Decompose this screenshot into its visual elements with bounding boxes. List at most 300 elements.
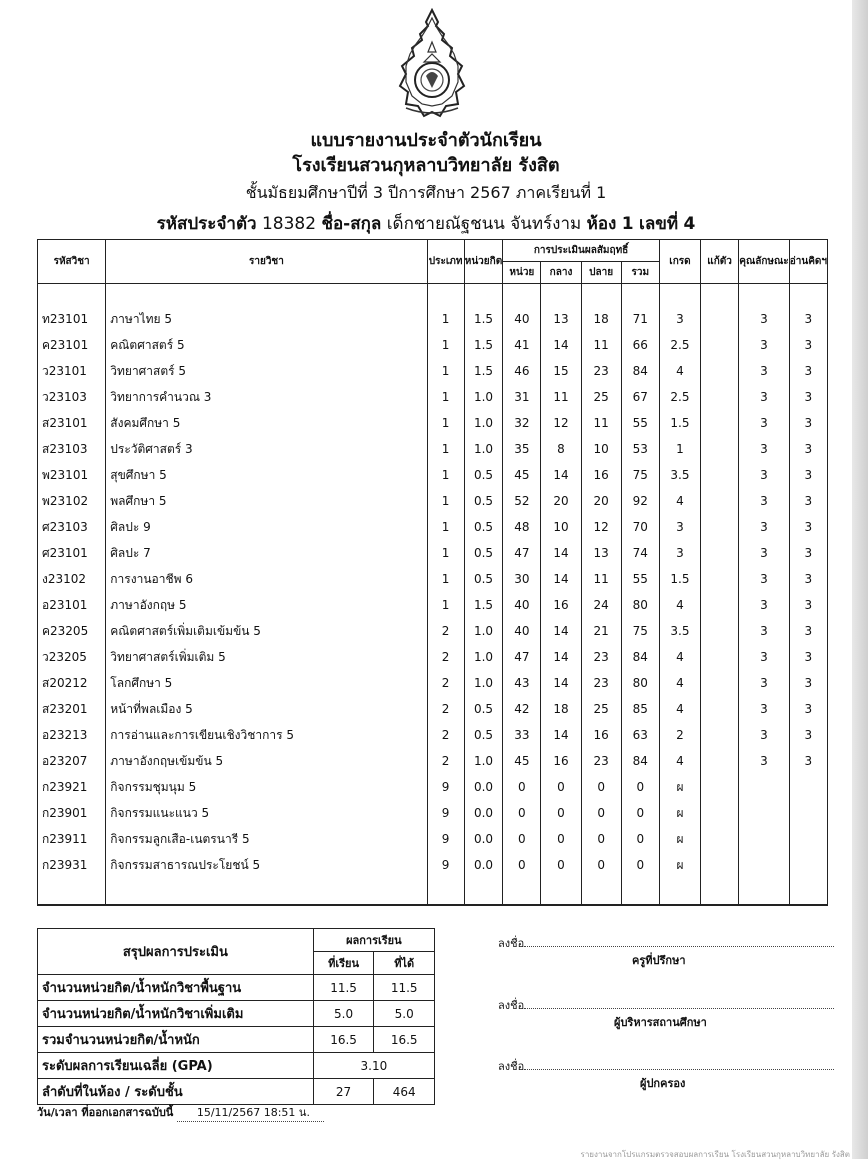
cell-credit: 0.0 <box>464 852 503 878</box>
cell-quality: 3 <box>739 722 790 748</box>
summary-table <box>37 928 435 1105</box>
footer-note: รายงานจากโปรแกรมตรวจสอบผลการเรียน โรงเรียนสวนกุหลาบวิทยาลัย รังสิต <box>580 1150 850 1159</box>
cell-total: 80 <box>621 592 659 618</box>
cell-grade: 3 <box>659 514 700 540</box>
table-row <box>38 514 828 540</box>
cell-quality: 3 <box>739 618 790 644</box>
table-row <box>38 774 828 800</box>
cell-fix <box>701 540 739 566</box>
cell-quality: 3 <box>739 566 790 592</box>
cell-unit: 0 <box>503 774 541 800</box>
cell-grade: 3.5 <box>659 618 700 644</box>
cell-unit: 45 <box>503 462 541 488</box>
cell-final: 23 <box>581 748 621 774</box>
cell-final: 23 <box>581 358 621 384</box>
cell-final: 10 <box>581 436 621 462</box>
cell-final: 13 <box>581 540 621 566</box>
cell-grade: ผ <box>659 774 700 800</box>
table-end-row <box>38 878 828 905</box>
cell-grade: 4 <box>659 358 700 384</box>
table-row <box>38 852 828 878</box>
cell-subject: ภาษาไทย 5 <box>106 306 427 332</box>
summary-row-label: รวมจำนวนหน่วยกิต/น้ำหนัก <box>38 1027 314 1053</box>
cell-total: 0 <box>621 774 659 800</box>
cell-subject: สุขศึกษา 5 <box>106 462 427 488</box>
cell-credit: 0.5 <box>464 696 503 722</box>
cell-reading: 3 <box>789 462 827 488</box>
cell-quality: 3 <box>739 306 790 332</box>
cell-credit: 1.0 <box>464 384 503 410</box>
cell-unit: 30 <box>503 566 541 592</box>
student-id: 18382 <box>261 214 317 234</box>
director-role: ผู้บริหารสถานศึกษา <box>614 1016 707 1029</box>
cell-subject: สังคมศึกษา 5 <box>106 410 427 436</box>
cell-fix <box>701 514 739 540</box>
cell-type: 1 <box>427 332 464 358</box>
issued-timestamp <box>37 1103 324 1122</box>
signature-line-advisor <box>498 934 834 952</box>
cell-quality <box>739 774 790 800</box>
cell-mid: 16 <box>541 592 581 618</box>
gpa-value: 3.10 <box>313 1053 434 1079</box>
cell-credit: 0.0 <box>464 800 503 826</box>
cell-code: ว23103 <box>38 384 106 410</box>
cell-unit: 46 <box>503 358 541 384</box>
cell-total: 63 <box>621 722 659 748</box>
cell-quality <box>739 826 790 852</box>
cell-grade: 1 <box>659 436 700 462</box>
cell-fix <box>701 384 739 410</box>
cell-subject: วิทยาศาสตร์เพิ่มเติม 5 <box>106 644 427 670</box>
table-row <box>38 826 828 852</box>
cell-type: 2 <box>427 670 464 696</box>
cell-unit: 0 <box>503 800 541 826</box>
cell-subject: ศิลปะ 7 <box>106 540 427 566</box>
cell-fix <box>701 748 739 774</box>
table-row <box>38 332 828 358</box>
cell-code: อ23207 <box>38 748 106 774</box>
cell-type: 9 <box>427 800 464 826</box>
cell-total: 55 <box>621 410 659 436</box>
cell-quality: 3 <box>739 592 790 618</box>
cell-fix <box>701 696 739 722</box>
cell-unit: 0 <box>503 826 541 852</box>
cell-code: ง23102 <box>38 566 106 592</box>
cell-grade: 4 <box>659 670 700 696</box>
cell-total: 85 <box>621 696 659 722</box>
cell-reading: 3 <box>789 592 827 618</box>
cell-total: 71 <box>621 306 659 332</box>
cell-grade: 1.5 <box>659 566 700 592</box>
table-row <box>38 696 828 722</box>
cell-fix <box>701 462 739 488</box>
cell-subject: กิจกรรมแนะแนว 5 <box>106 800 427 826</box>
cell-final: 0 <box>581 800 621 826</box>
cell-code: ศ23101 <box>38 540 106 566</box>
cell-subject: กิจกรรมลูกเสือ-เนตรนารี 5 <box>106 826 427 852</box>
sign-label: ลงชื่อ <box>498 999 525 1012</box>
cell-quality: 3 <box>739 462 790 488</box>
cell-quality: 3 <box>739 332 790 358</box>
cell-total: 67 <box>621 384 659 410</box>
cell-final: 25 <box>581 384 621 410</box>
table-row <box>38 540 828 566</box>
cell-unit: 40 <box>503 306 541 332</box>
cell-mid: 13 <box>541 306 581 332</box>
cell-total: 74 <box>621 540 659 566</box>
cell-reading: 3 <box>789 410 827 436</box>
cell-unit: 42 <box>503 696 541 722</box>
cell-total: 92 <box>621 488 659 514</box>
cell-final: 18 <box>581 306 621 332</box>
cell-credit: 0.0 <box>464 826 503 852</box>
room-label: ห้อง <box>586 214 617 234</box>
cell-credit: 0.5 <box>464 462 503 488</box>
gpa-label: ระดับผลการเรียนเฉลี่ย (GPA) <box>38 1053 314 1079</box>
cell-subject: วิทยาศาสตร์ 5 <box>106 358 427 384</box>
cell-type: 1 <box>427 306 464 332</box>
cell-credit: 1.0 <box>464 670 503 696</box>
cell-grade: 4 <box>659 592 700 618</box>
cell-code: ก23911 <box>38 826 106 852</box>
document-title: แบบรายงานประจำตัวนักเรียน <box>310 130 542 151</box>
cell-grade: 2 <box>659 722 700 748</box>
cell-total: 70 <box>621 514 659 540</box>
page-edge-shadow <box>852 0 868 1159</box>
cell-total: 84 <box>621 644 659 670</box>
cell-type: 1 <box>427 410 464 436</box>
cell-final: 12 <box>581 514 621 540</box>
cell-grade: 3 <box>659 306 700 332</box>
summary-studied: 11.5 <box>313 975 374 1001</box>
cell-final: 25 <box>581 696 621 722</box>
cell-credit: 1.0 <box>464 410 503 436</box>
cell-unit: 45 <box>503 748 541 774</box>
cell-reading: 3 <box>789 358 827 384</box>
cell-unit: 47 <box>503 540 541 566</box>
cell-subject: กิจกรรมชุมนุม 5 <box>106 774 427 800</box>
cell-quality: 3 <box>739 436 790 462</box>
cell-type: 9 <box>427 852 464 878</box>
cell-unit: 40 <box>503 592 541 618</box>
summary-studied-header: ที่เรียน <box>313 952 374 975</box>
cell-quality <box>739 800 790 826</box>
cell-type: 2 <box>427 696 464 722</box>
cell-type: 2 <box>427 748 464 774</box>
cell-mid: 18 <box>541 696 581 722</box>
cell-subject: ศิลปะ 9 <box>106 514 427 540</box>
school-emblem-icon <box>392 8 472 120</box>
cell-mid: 16 <box>541 748 581 774</box>
cell-code: ก23921 <box>38 774 106 800</box>
cell-code: อ23213 <box>38 722 106 748</box>
cell-type: 1 <box>427 592 464 618</box>
cell-mid: 15 <box>541 358 581 384</box>
cell-total: 75 <box>621 462 659 488</box>
cell-type: 1 <box>427 384 464 410</box>
cell-type: 2 <box>427 722 464 748</box>
cell-mid: 10 <box>541 514 581 540</box>
cell-unit: 43 <box>503 670 541 696</box>
cell-fix <box>701 436 739 462</box>
table-row <box>38 358 828 384</box>
cell-credit: 0.5 <box>464 488 503 514</box>
cell-fix <box>701 722 739 748</box>
cell-mid: 14 <box>541 722 581 748</box>
cell-subject: ภาษาอังกฤษเข้มข้น 5 <box>106 748 427 774</box>
cell-unit: 40 <box>503 618 541 644</box>
cell-mid: 14 <box>541 566 581 592</box>
cell-final: 20 <box>581 488 621 514</box>
cell-mid: 14 <box>541 462 581 488</box>
cell-type: 9 <box>427 826 464 852</box>
cell-subject: คณิตศาสตร์ 5 <box>106 332 427 358</box>
cell-mid: 0 <box>541 774 581 800</box>
summary-result-header: ผลการเรียน <box>313 929 434 952</box>
cell-total: 80 <box>621 670 659 696</box>
school-name: โรงเรียนสวนกุหลาบวิทยาลัย รังสิต <box>292 155 560 176</box>
cell-type: 9 <box>427 774 464 800</box>
cell-subject: โลกศึกษา 5 <box>106 670 427 696</box>
cell-mid: 8 <box>541 436 581 462</box>
cell-code: ค23205 <box>38 618 106 644</box>
cell-credit: 1.0 <box>464 644 503 670</box>
cell-type: 2 <box>427 618 464 644</box>
cell-mid: 14 <box>541 670 581 696</box>
cell-final: 24 <box>581 592 621 618</box>
cell-reading <box>789 826 827 852</box>
cell-mid: 0 <box>541 852 581 878</box>
cell-mid: 14 <box>541 618 581 644</box>
cell-unit: 47 <box>503 644 541 670</box>
cell-fix <box>701 410 739 436</box>
cell-quality: 3 <box>739 696 790 722</box>
cell-fix <box>701 306 739 332</box>
term-info: ชั้นมัธยมศึกษาปีที่ 3 ปีการศึกษา 2567 ภาคเรียนที่ 1 <box>245 183 607 202</box>
table-row <box>38 462 828 488</box>
cell-quality: 3 <box>739 488 790 514</box>
cell-unit: 48 <box>503 514 541 540</box>
cell-unit: 33 <box>503 722 541 748</box>
cell-total: 66 <box>621 332 659 358</box>
cell-code: ส23103 <box>38 436 106 462</box>
cell-unit: 31 <box>503 384 541 410</box>
cell-code: ส23101 <box>38 410 106 436</box>
summary-row-label: จำนวนหน่วยกิต/น้ำหนักวิชาพื้นฐาน <box>38 975 314 1001</box>
cell-reading: 3 <box>789 384 827 410</box>
table-row <box>38 566 828 592</box>
table-row <box>38 436 828 462</box>
cell-reading: 3 <box>789 670 827 696</box>
summary-studied: 5.0 <box>313 1001 374 1027</box>
cell-mid: 0 <box>541 826 581 852</box>
cell-reading: 3 <box>789 644 827 670</box>
cell-final: 23 <box>581 644 621 670</box>
summary-row-label: จำนวนหน่วยกิต/น้ำหนักวิชาเพิ่มเติม <box>38 1001 314 1027</box>
table-row <box>38 488 828 514</box>
cell-code: พ23102 <box>38 488 106 514</box>
cell-subject: ภาษาอังกฤษ 5 <box>106 592 427 618</box>
cell-fix <box>701 852 739 878</box>
cell-total: 84 <box>621 748 659 774</box>
cell-quality: 3 <box>739 358 790 384</box>
cell-reading <box>789 774 827 800</box>
cell-total: 0 <box>621 800 659 826</box>
cell-final: 16 <box>581 462 621 488</box>
grades-body <box>38 284 828 906</box>
cell-fix <box>701 670 739 696</box>
table-row <box>38 722 828 748</box>
number-value: 4 <box>683 214 696 234</box>
cell-reading: 3 <box>789 332 827 358</box>
cell-quality: 3 <box>739 748 790 774</box>
cell-fix <box>701 488 739 514</box>
col-header-final: ปลาย <box>581 262 621 284</box>
cell-subject: คณิตศาสตร์เพิ่มเติมเข้มข้น 5 <box>106 618 427 644</box>
advisor-role: ครูที่ปรึกษา <box>632 954 686 967</box>
cell-unit: 0 <box>503 852 541 878</box>
cell-subject: หน้าที่พลเมือง 5 <box>106 696 427 722</box>
cell-code: อ23101 <box>38 592 106 618</box>
cell-fix <box>701 774 739 800</box>
cell-mid: 14 <box>541 332 581 358</box>
cell-mid: 12 <box>541 410 581 436</box>
col-header-unit: หน่วย <box>503 262 541 284</box>
cell-reading <box>789 800 827 826</box>
cell-total: 0 <box>621 826 659 852</box>
cell-credit: 0.5 <box>464 566 503 592</box>
cell-type: 1 <box>427 488 464 514</box>
cell-quality: 3 <box>739 384 790 410</box>
cell-code: ท23101 <box>38 306 106 332</box>
table-row <box>38 592 828 618</box>
col-header-code: รหัสวิชา <box>38 240 106 284</box>
col-header-assessment: การประเมินผลสัมฤทธิ์ <box>503 240 660 262</box>
student-name: เด็กชายณัฐชนน จันทร์งาม <box>386 214 582 234</box>
col-header-subject: รายวิชา <box>106 240 427 284</box>
cell-final: 21 <box>581 618 621 644</box>
cell-unit: 52 <box>503 488 541 514</box>
cell-type: 1 <box>427 566 464 592</box>
cell-total: 84 <box>621 358 659 384</box>
cell-reading: 3 <box>789 540 827 566</box>
parent-role: ผู้ปกครอง <box>640 1077 686 1090</box>
cell-fix <box>701 566 739 592</box>
cell-subject: การอ่านและการเขียนเชิงวิชาการ 5 <box>106 722 427 748</box>
cell-fix <box>701 800 739 826</box>
table-row <box>38 800 828 826</box>
cell-grade: ผ <box>659 800 700 826</box>
cell-fix <box>701 332 739 358</box>
cell-credit: 0.5 <box>464 722 503 748</box>
cell-subject: ประวัติศาสตร์ 3 <box>106 436 427 462</box>
cell-type: 1 <box>427 462 464 488</box>
cell-mid: 20 <box>541 488 581 514</box>
cell-grade: 4 <box>659 696 700 722</box>
cell-final: 11 <box>581 410 621 436</box>
number-label: เลขที่ <box>639 214 679 234</box>
cell-type: 1 <box>427 358 464 384</box>
cell-reading: 3 <box>789 748 827 774</box>
room-value: 1 <box>621 214 634 234</box>
cell-mid: 14 <box>541 540 581 566</box>
cell-final: 11 <box>581 566 621 592</box>
grades-table <box>37 239 828 906</box>
cell-credit: 1.5 <box>464 306 503 332</box>
table-row <box>38 748 828 774</box>
col-header-mid: กลาง <box>541 262 581 284</box>
cell-code: ว23205 <box>38 644 106 670</box>
col-header-total: รวม <box>621 262 659 284</box>
cell-subject: การงานอาชีพ 6 <box>106 566 427 592</box>
cell-unit: 35 <box>503 436 541 462</box>
cell-quality: 3 <box>739 410 790 436</box>
cell-final: 0 <box>581 774 621 800</box>
cell-reading <box>789 852 827 878</box>
sign-label: ลงชื่อ <box>498 937 525 950</box>
cell-code: พ23101 <box>38 462 106 488</box>
cell-grade: 4 <box>659 748 700 774</box>
cell-fix <box>701 644 739 670</box>
cell-reading: 3 <box>789 696 827 722</box>
cell-reading: 3 <box>789 514 827 540</box>
cell-type: 1 <box>427 514 464 540</box>
cell-grade: 2.5 <box>659 332 700 358</box>
summary-title: สรุปผลการประเมิน <box>38 929 314 975</box>
table-row <box>38 618 828 644</box>
cell-credit: 1.5 <box>464 332 503 358</box>
table-row <box>38 306 828 332</box>
cell-credit: 0.5 <box>464 540 503 566</box>
rank-label: ลำดับที่ในห้อง / ระดับชั้น <box>38 1079 314 1105</box>
cell-quality: 3 <box>739 514 790 540</box>
cell-reading: 3 <box>789 306 827 332</box>
table-row <box>38 410 828 436</box>
summary-earned: 5.0 <box>374 1001 435 1027</box>
summary-earned: 11.5 <box>374 975 435 1001</box>
cell-unit: 41 <box>503 332 541 358</box>
col-header-quality: คุณลักษณะ <box>739 240 790 284</box>
cell-type: 1 <box>427 436 464 462</box>
cell-code: ส23201 <box>38 696 106 722</box>
signature-line-parent <box>498 1057 834 1075</box>
cell-quality: 3 <box>739 644 790 670</box>
col-header-grade: เกรด <box>659 240 700 284</box>
rank-level: 464 <box>374 1079 435 1105</box>
cell-code: ส20212 <box>38 670 106 696</box>
cell-credit: 0.5 <box>464 514 503 540</box>
student-info <box>0 210 852 237</box>
cell-final: 11 <box>581 332 621 358</box>
rank-room: 27 <box>313 1079 374 1105</box>
issued-value: 15/11/2567 18:51 น. <box>177 1103 324 1122</box>
cell-code: ว23101 <box>38 358 106 384</box>
cell-credit: 1.0 <box>464 618 503 644</box>
cell-total: 55 <box>621 566 659 592</box>
cell-grade: 2.5 <box>659 384 700 410</box>
cell-reading: 3 <box>789 488 827 514</box>
cell-reading: 3 <box>789 618 827 644</box>
cell-credit: 1.0 <box>464 748 503 774</box>
cell-reading: 3 <box>789 722 827 748</box>
table-row <box>38 670 828 696</box>
cell-final: 0 <box>581 826 621 852</box>
student-name-label: ชื่อ-สกุล <box>321 214 382 234</box>
table-row <box>38 384 828 410</box>
summary-studied: 16.5 <box>313 1027 374 1053</box>
cell-subject: กิจกรรมสาธารณประโยชน์ 5 <box>106 852 427 878</box>
cell-mid: 11 <box>541 384 581 410</box>
